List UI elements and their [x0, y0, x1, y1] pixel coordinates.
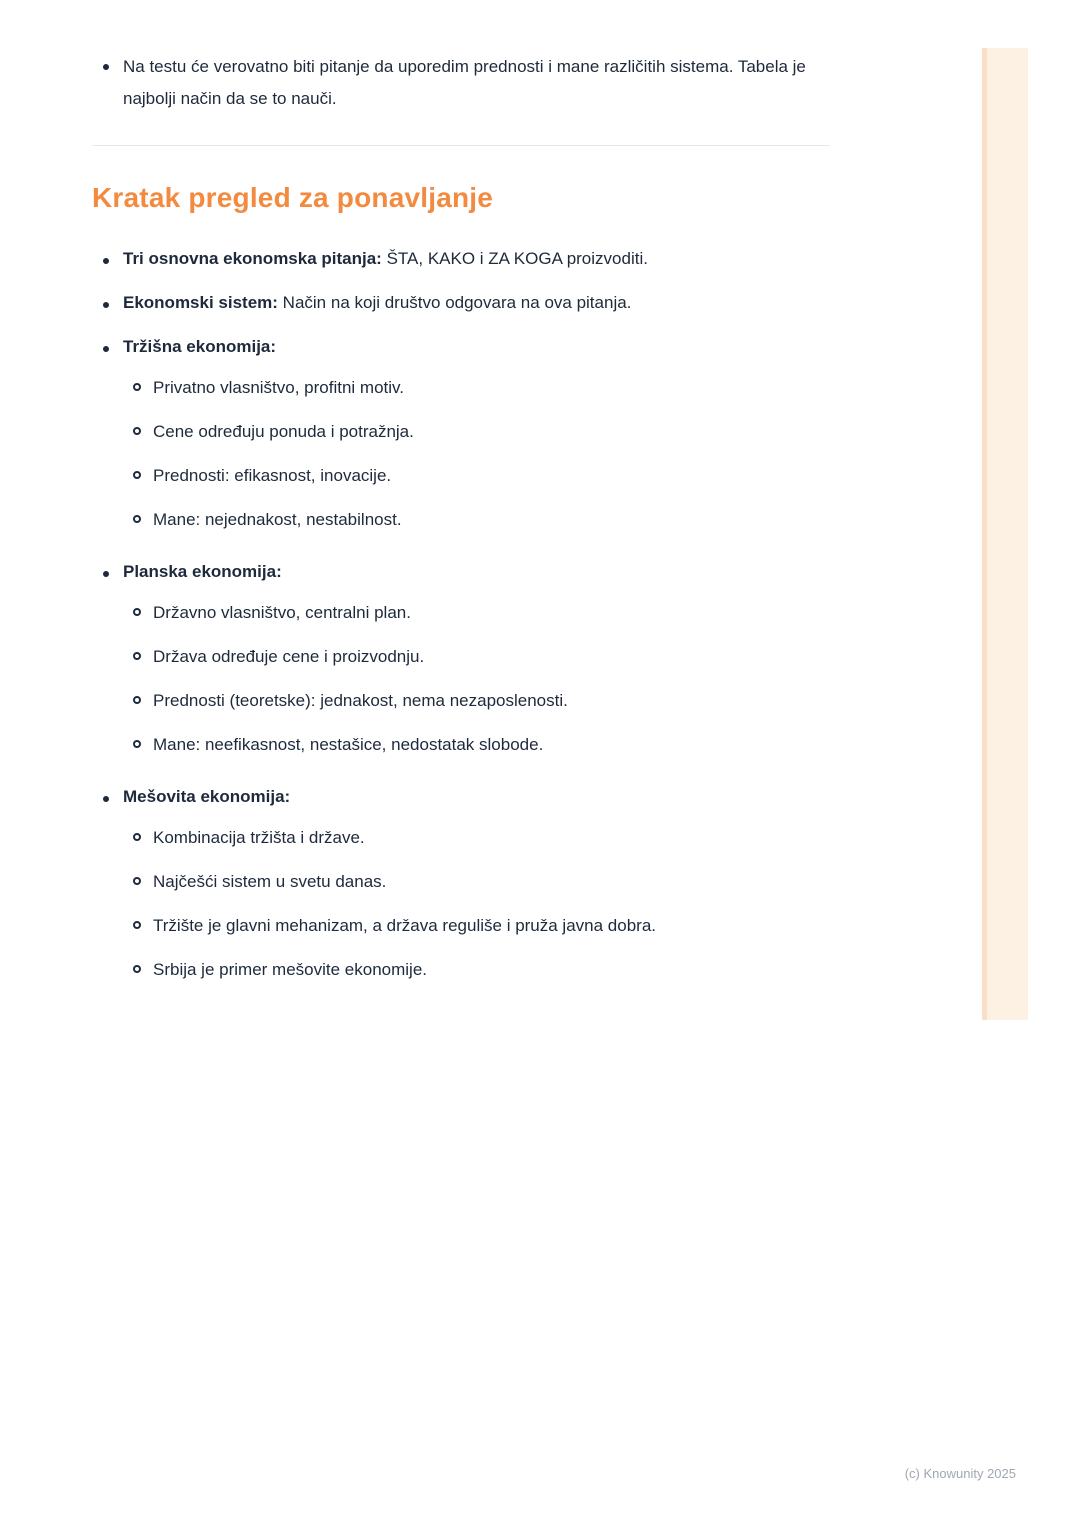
- bullet-dot-icon: [103, 258, 109, 264]
- review-item-lead: Planska ekonomija:: [123, 562, 282, 581]
- sub-list-item: [123, 913, 830, 939]
- intro-list: [92, 52, 830, 115]
- bullet-dot-icon: [103, 346, 109, 352]
- right-margin-stripe: [982, 48, 1028, 1020]
- sub-list-item: [123, 869, 830, 895]
- review-item: [92, 290, 830, 316]
- review-item-text: [123, 334, 830, 541]
- bullet-circle-icon: [133, 921, 141, 929]
- review-item-rest: Način na koji društvo odgovara na ova pitanja.: [277, 293, 632, 312]
- document-content: [92, 52, 830, 1009]
- sub-list-item: [123, 600, 830, 626]
- bullet-circle-icon: [133, 833, 141, 841]
- bullet-circle-icon: [133, 740, 141, 748]
- sub-list-item: [123, 507, 830, 533]
- sub-list-item: [123, 644, 830, 670]
- sub-item-text: Prednosti (teoretske): jednakost, nema nezaposlenosti.: [153, 691, 568, 710]
- review-list: [92, 246, 830, 991]
- sub-list-item: [123, 825, 830, 851]
- sub-list-item: [123, 688, 830, 714]
- sub-item-text: Mane: nejednakost, nestabilnost.: [153, 510, 402, 529]
- sub-item-text: Tržište je glavni mehanizam, a država reguliše i pruža javna dobra.: [153, 916, 657, 935]
- sub-item-text: Mane: neefikasnost, nestašice, nedostatak slobode.: [153, 735, 544, 754]
- sub-list-item: [123, 732, 830, 758]
- sub-item-text: Srbija je primer mešovite ekonomije.: [153, 960, 427, 979]
- bullet-circle-icon: [133, 471, 141, 479]
- review-item-rest: ŠTA, KAKO i ZA KOGA proizvoditi.: [381, 249, 648, 268]
- bullet-dot-icon: [103, 571, 109, 577]
- bullet-circle-icon: [133, 652, 141, 660]
- sub-item-text: Najčešći sistem u svetu danas.: [153, 872, 387, 891]
- review-item: [92, 334, 830, 541]
- sub-item-text: Cene određuju ponuda i potražnja.: [153, 422, 414, 441]
- bullet-circle-icon: [133, 696, 141, 704]
- bullet-circle-icon: [133, 608, 141, 616]
- sub-item-text: Privatno vlasništvo, profitni motiv.: [153, 378, 404, 397]
- sub-list-item: [123, 957, 830, 983]
- sub-list: [123, 600, 830, 758]
- sub-item-text: Država određuje cene i proizvodnju.: [153, 647, 425, 666]
- review-item-lead: Tri osnovna ekonomska pitanja:: [123, 249, 382, 268]
- sub-list-item: [123, 463, 830, 489]
- sub-item-text: Prednosti: efikasnost, inovacije.: [153, 466, 392, 485]
- sub-list-item: [123, 419, 830, 445]
- review-item: [92, 559, 830, 766]
- review-item-text: [123, 290, 830, 316]
- section-heading: Kratak pregled za ponavljanje: [92, 182, 494, 213]
- section-divider: [92, 145, 830, 146]
- bullet-dot-icon: [103, 796, 109, 802]
- review-item-text: [123, 784, 830, 991]
- bullet-circle-icon: [133, 877, 141, 885]
- sub-list-item: [123, 375, 830, 401]
- review-item: [92, 784, 830, 991]
- bullet-circle-icon: [133, 383, 141, 391]
- review-item-text: [123, 246, 830, 272]
- review-item-text: [123, 559, 830, 766]
- sub-list: [123, 825, 830, 983]
- review-item: [92, 246, 830, 272]
- review-item-lead: Mešovita ekonomija:: [123, 787, 291, 806]
- review-item-lead: Tržišna ekonomija:: [123, 337, 277, 356]
- review-item-lead: Ekonomski sistem:: [123, 293, 278, 312]
- bullet-dot-icon: [103, 64, 109, 70]
- bullet-dot-icon: [103, 302, 109, 308]
- sub-item-text: Državno vlasništvo, centralni plan.: [153, 603, 411, 622]
- intro-text: Na testu će verovatno biti pitanje da uporedim prednosti i mane različitih sistema. Tabela je najbolji način da se to nauči.: [123, 57, 806, 108]
- copyright-footer: (c) Knowunity 2025: [904, 1466, 1016, 1481]
- bullet-circle-icon: [133, 965, 141, 973]
- bullet-circle-icon: [133, 427, 141, 435]
- intro-list-item: [92, 52, 830, 115]
- sub-list: [123, 375, 830, 533]
- bullet-circle-icon: [133, 515, 141, 523]
- sub-item-text: Kombinacija tržišta i države.: [153, 828, 365, 847]
